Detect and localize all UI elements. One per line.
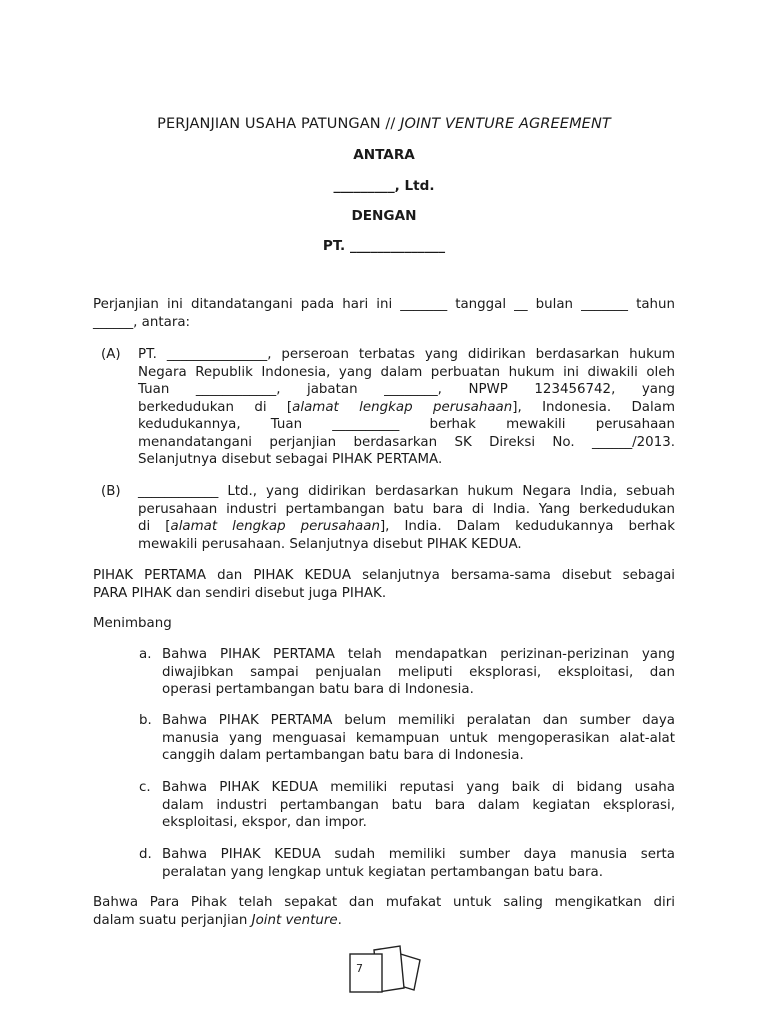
para-pihak-line: PIHAK PERTAMA dan PIHAK KEDUA selanjutnya bersama-sama disebut sebagai [93, 568, 675, 583]
heading-dengan: DENGAN [351, 208, 417, 224]
para-pihak-paragraph [93, 567, 675, 602]
consideration-line: operasi pertambangan batu bara di Indonesia. [162, 682, 474, 697]
document-title [0, 116, 768, 132]
consideration-line: eksploitasi, ekspor, dan impor. [162, 815, 367, 830]
consideration-line: Bahwa PIHAK PERTAMA belum memiliki peralatan dan sumber daya [162, 713, 675, 728]
party-b-line: ____________ Ltd., yang didirikan berdasarkan hukum Negara India, sebuah [138, 484, 675, 499]
heading-pt: PT. ______________ [322, 238, 446, 254]
consideration-line: diwajibkan sampai penjualan meliputi eksplorasi, eksploitasi, dan [162, 664, 675, 680]
party-a-line: menandatangani perjanjian berdasarkan SK Direksi No. ______/2013. [138, 434, 675, 450]
party-b-mark: (B) [101, 484, 121, 499]
party-b-line: perusahaan industri pertambangan batu bara di India. Yang berkedudukan [138, 501, 675, 517]
party-a-line: PT. _______________, perseroan terbatas yang didirikan berdasarkan hukum [138, 347, 675, 362]
consideration-mark: c. [139, 780, 151, 795]
consideration-mark: b. [139, 713, 152, 728]
consideration-mark: d. [139, 847, 152, 862]
consideration-text [162, 779, 675, 832]
menimbang-heading: Menimbang [93, 616, 172, 631]
heading-antara: ANTARA [353, 147, 415, 163]
intro-line: Perjanjian ini ditandatangani pada hari ini _______ tanggal __ bulan _______ tahun [93, 297, 675, 312]
title-italic: JOINT VENTURE AGREEMENT [400, 116, 611, 132]
party-a-mark: (A) [101, 347, 121, 362]
consideration-text [162, 646, 675, 699]
closing-line: Bahwa Para Pihak telah sepakat dan mufakat untuk saling mengikatkan diri [93, 895, 675, 910]
consideration-mark: a. [139, 647, 152, 662]
heading-ltd: _________, Ltd. [333, 178, 435, 194]
party-a-line: kedudukannya, Tuan __________ berhak mewakili perusahaan [138, 417, 675, 432]
intro-paragraph [93, 296, 675, 331]
closing-paragraph [93, 894, 675, 929]
party-a-text [138, 346, 675, 469]
party-a-line: Negara Republik Indonesia, yang dalam perbuatan hukum ini diwakili oleh [138, 364, 675, 380]
consideration-line: peralatan yang lengkap untuk kegiatan pertambangan batu bara. [162, 864, 603, 880]
consideration-line: manusia yang menguasai kemampuan untuk mengoperasikan alat-alat [162, 730, 675, 746]
party-a-line: Selanjutnya disebut sebagai PIHAK PERTAMA. [138, 452, 443, 467]
title-main: PERJANJIAN USAHA PATUNGAN // [157, 116, 401, 132]
page-number: 7 [356, 962, 363, 975]
consideration-line: Bahwa PIHAK KEDUA memiliki reputasi yang baik di bidang usaha [162, 780, 675, 795]
consideration-line: dalam industri pertambangan batu bara dalam kegiatan eksplorasi, [162, 797, 675, 813]
consideration-line: Bahwa PIHAK KEDUA sudah memiliki sumber daya manusia serta [162, 847, 675, 862]
para-pihak-line: PARA PIHAK dan sendiri disebut juga PIHAK. [93, 585, 387, 601]
consideration-line: canggih dalam pertambangan batu bara di Indonesia. [162, 748, 524, 763]
party-b-text [138, 483, 675, 553]
closing-line: dalam suatu perjanjian Joint venture. [93, 912, 342, 928]
consideration-text [162, 846, 675, 881]
party-b-line: di [alamat lengkap perusahaan], India. Dalam kedudukannya berhak [138, 519, 675, 534]
party-b-line: mewakili perusahaan. Selanjutnya disebut PIHAK KEDUA. [138, 536, 522, 552]
party-a-line: Tuan ____________, jabatan ________, NPWP 123456742, yang [138, 382, 675, 397]
consideration-line: Bahwa PIHAK PERTAMA telah mendapatkan perizinan-perizinan yang [162, 647, 675, 662]
party-a-line: berkedudukan di [alamat lengkap perusahaan], Indonesia. Dalam [138, 399, 675, 415]
intro-line: ______, antara: [93, 314, 191, 330]
consideration-text [162, 712, 675, 765]
